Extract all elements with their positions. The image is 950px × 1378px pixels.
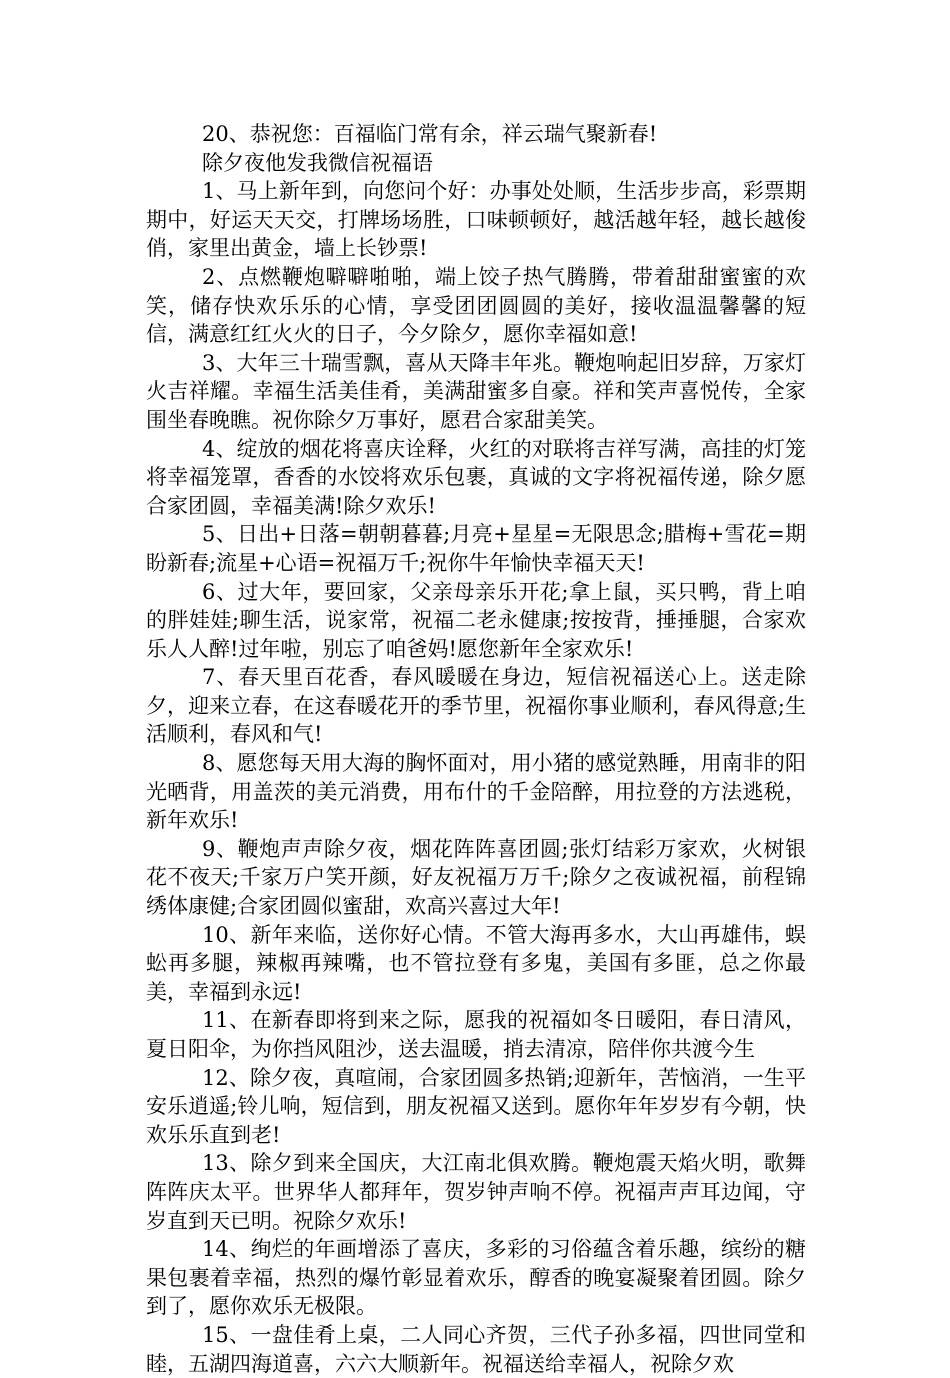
section-heading: 除夕夜他发我微信祝福语 bbox=[202, 150, 433, 175]
paragraph-6: 6、过大年，要回家，父亲母亲乐开花;拿上鼠，买只鸭，背上咱的胖娃娃;聊生活，说家常，祝福二老永健康;按按背，捶捶腿，合家欢乐人人醉!过年啦，别忘了咱爸妈!愿您新年全家欢乐! bbox=[146, 579, 806, 661]
paragraph-12: 12、除夕夜，真喧闹，合家团圆多热销;迎新年，苦恼消，一生平安乐逍遥;铃儿响，短信到，朋友祝福又送到。愿你年年岁岁有今朝，快欢乐乐直到老! bbox=[146, 1065, 806, 1147]
paragraph-4: 4、绽放的烟花将喜庆诠释，火红的对联将吉祥写满，高挂的灯笼将幸福笼罩，香香的水饺将欢乐包裹，真诚的文字将祝福传递，除夕愿合家团圆，幸福美满!除夕欢乐! bbox=[146, 436, 806, 518]
first-line: 20、恭祝您：百福临门常有余，祥云瑞气聚新春! bbox=[202, 122, 658, 146]
paragraph-9: 9、鞭炮声声除夕夜，烟花阵阵喜团圆;张灯结彩万家欢，火树银花不夜天;千家万户笑开颜，好友祝福万万千;除夕之夜诚祝福，前程锦绣体康健;合家团圆似蜜甜，欢高兴喜过大年! bbox=[146, 836, 806, 919]
paragraph-13: 13、除夕到来全国庆，大江南北俱欢腾。鞭炮震天焰火明，歌舞阵阵庆太平。世界华人都拜年，贺岁钟声响不停。祝福声声耳边闻，守岁直到天已明。祝除夕欢乐! bbox=[146, 1151, 806, 1233]
paragraph-7: 7、春天里百花香，春风暖暖在身边，短信祝福送心上。送走除夕，迎来立春，在这春暖花开的季节里，祝福你事业顺利，春风得意;生活顺利，春风和气! bbox=[146, 665, 806, 747]
paragraph-1: 1、马上新年到，向您问个好：办事处处顺，生活步步高，彩票期期中，好运天天交，打牌场场胜，口味顿顿好，越活越年轻，越长越俊俏，家里出黄金，墙上长钞票! bbox=[146, 179, 806, 261]
paragraph-14: 14、绚烂的年画增添了喜庆，多彩的习俗蕴含着乐趣，缤纷的糖果包裹着幸福，热烈的爆竹彰显着欢乐，醇香的晚宴凝聚着团圆。除夕到了，愿你欢乐无极限。 bbox=[146, 1237, 806, 1319]
paragraph-3: 3、大年三十瑞雪飘，喜从天降丰年兆。鞭炮响起旧岁辞，万家灯火吉祥耀。幸福生活美佳肴，美满甜蜜多自豪。祥和笑声喜悦传，全家围坐春晚瞧。祝你除夕万事好，愿君合家甜美笑。 bbox=[146, 350, 806, 432]
document-body bbox=[146, 120, 806, 1378]
paragraph-2: 2、点燃鞭炮噼噼啪啪，端上饺子热气腾腾，带着甜甜蜜蜜的欢笑，储存快欢乐乐的心情，享受团团圆圆的美好，接收温温馨馨的短信，满意红红火火的日子，今夕除夕，愿你幸福如意! bbox=[146, 264, 806, 347]
paragraph-5: 5、日出+日落=朝朝暮暮;月亮+星星=无限思念;腊梅+雪花=期盼新春;流星+心语=祝福万千;祝你牛年愉快幸福天天! bbox=[146, 522, 806, 575]
paragraph-15: 15、一盘佳肴上桌，二人同心齐贺，三代子孙多福，四世同堂和睦，五湖四海道喜，六六大顺新年。祝福送给幸福人，祝除夕欢 bbox=[146, 1322, 806, 1376]
paragraph-10: 10、新年来临，送你好心情。不管大海再多水，大山再雄伟，蜈蚣再多腿，辣椒再辣嘴，也不管拉登有多鬼，美国有多匪，总之你最美，幸福到永远! bbox=[146, 922, 806, 1004]
paragraph-8: 8、愿您每天用大海的胸怀面对，用小猪的感觉熟睡，用南非的阳光晒背，用盖茨的美元消费，用布什的千金陪醉，用拉登的方法逃税，新年欢乐! bbox=[146, 751, 806, 833]
paragraph-11: 11、在新春即将到来之际，愿我的祝福如冬日暖阳，春日清风，夏日阳伞，为你挡风阻沙，送去温暖，捎去清凉，陪伴你共渡今生 bbox=[146, 1008, 806, 1061]
